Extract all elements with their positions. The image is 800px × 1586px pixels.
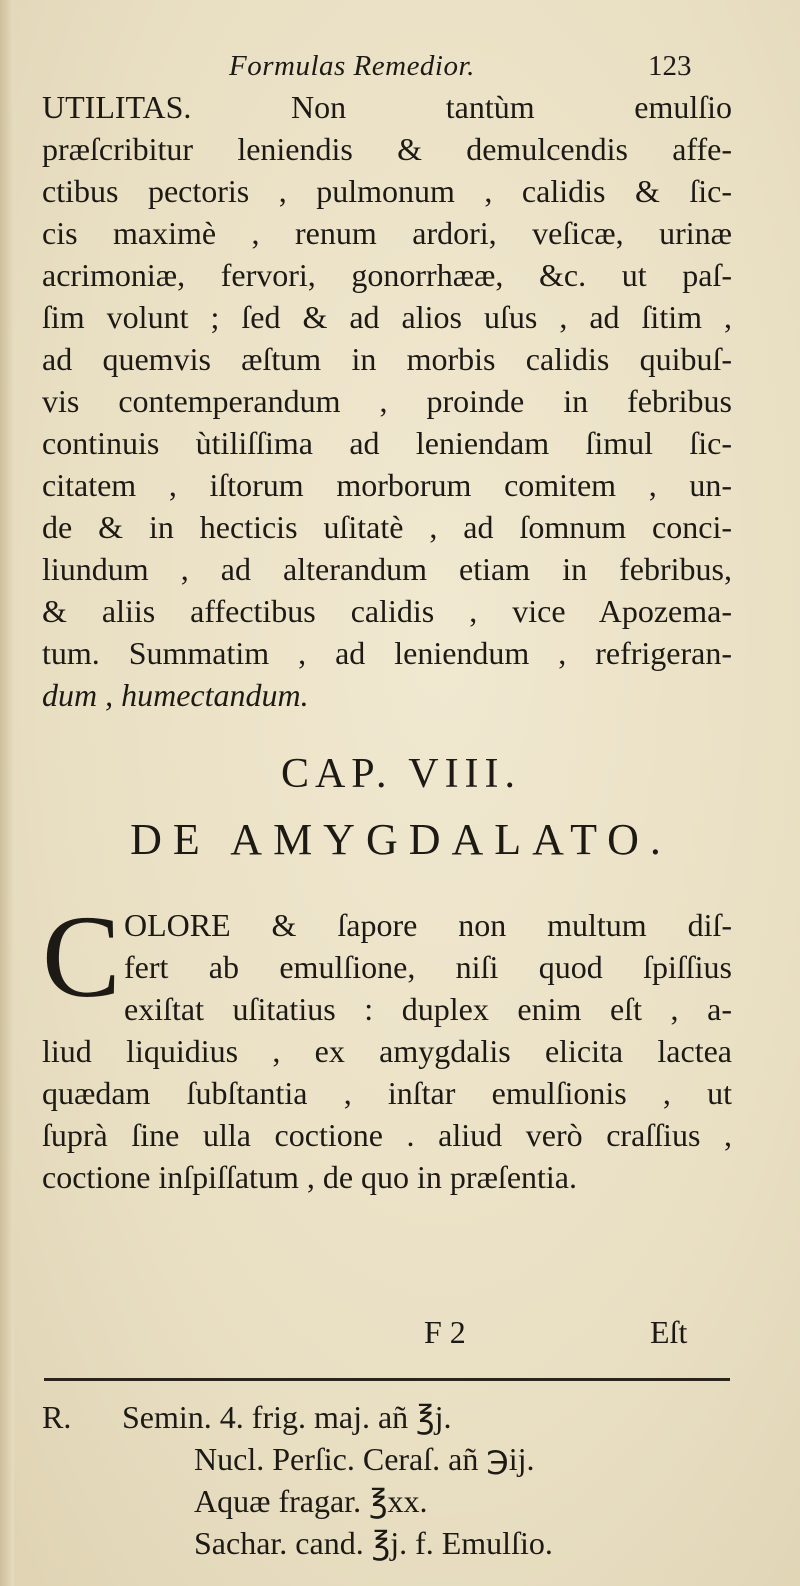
text-line: præſcribitur leniendis & demulcendis affe- xyxy=(42,131,732,167)
text-line: exiſtat uſitatius : duplex enim eſt , a- xyxy=(124,991,732,1027)
text-line: UTILITAS. Non tantùm emulſio xyxy=(42,89,732,125)
text-line: quædam ſubſtantia , inſtar emulſionis , ut xyxy=(42,1075,732,1111)
recipe-block xyxy=(42,1396,732,1564)
text-line: citatem , iſtorum morborum comitem , un- xyxy=(42,467,732,503)
recipe-line: Aquæ fragar. ℥xx. xyxy=(194,1483,428,1519)
text-line: fert ab emulſione, niſi quod ſpiſſius xyxy=(124,949,732,985)
page-number: 123 xyxy=(648,50,692,82)
running-header xyxy=(24,50,724,90)
text-line: de & in hecticis uſitatè , ad ſomnum conci- xyxy=(42,509,732,545)
paragraph-amygdalato-opening xyxy=(124,904,732,1030)
text-line: vis contemperandum , proinde in febribus xyxy=(42,383,732,419)
recipe-line xyxy=(42,1396,732,1438)
recipe-line: Sachar. cand. ℥j. f. Emulſio. xyxy=(194,1525,553,1561)
text-line: tum. Summatim , ad leniendum , refrigeran- xyxy=(42,635,732,671)
text-line: liundum , ad alterandum etiam in febribus, xyxy=(42,551,732,587)
text-line: ad quemvis æſtum in morbis calidis quibuſ- xyxy=(42,341,732,377)
text-line: OLORE & ſapore non multum diſ- xyxy=(124,907,732,943)
drop-cap: C xyxy=(42,891,121,1022)
recipe-line: Nucl. Perſic. Ceraſ. añ ℈ij. xyxy=(194,1441,535,1477)
text-line: acrimoniæ, fervori, gonorrhææ, &c. ut paſ- xyxy=(42,257,732,293)
catchword: Eſt xyxy=(650,1314,688,1350)
chapter-title: DE AMYGDALATO. xyxy=(130,815,672,864)
text-line: ſim volunt ; ſed & ad alios uſus , ad ſitim , xyxy=(42,299,732,335)
text-line: continuis ùtiliſſima ad leniendam ſimul ſic- xyxy=(42,425,732,461)
paragraph-utilitas xyxy=(42,86,732,716)
text-line: dum , humectandum. xyxy=(42,677,309,713)
binding-gutter xyxy=(0,0,14,1586)
footer-row xyxy=(24,1314,724,1354)
signature-mark: F 2 xyxy=(424,1314,466,1350)
running-title: Formulas Remedior. xyxy=(229,50,475,82)
text-line: liud liquidius , ex amygdalis elicita lactea xyxy=(42,1033,732,1069)
text-line: ctibus pectoris , pulmonum , calidis & ſic- xyxy=(42,173,732,209)
text-line: cis maximè , renum ardori, veſicæ, urinæ xyxy=(42,215,732,251)
paragraph-amygdalato xyxy=(42,1030,732,1198)
text-line: & aliis affectibus calidis , vice Apozema- xyxy=(42,593,732,629)
text-line: coctione inſpiſſatum , de quo in præſentia. xyxy=(42,1159,577,1195)
chapter-number: CAP. VIII. xyxy=(280,751,522,797)
recipe-ingredient: Semin. 4. frig. maj. añ ℥j. xyxy=(122,1399,452,1435)
recipe-mark: R. xyxy=(42,1399,72,1435)
text-line: ſuprà ſine ulla coctione . aliud verò craſſius , xyxy=(42,1117,732,1153)
horizontal-rule xyxy=(44,1378,730,1381)
